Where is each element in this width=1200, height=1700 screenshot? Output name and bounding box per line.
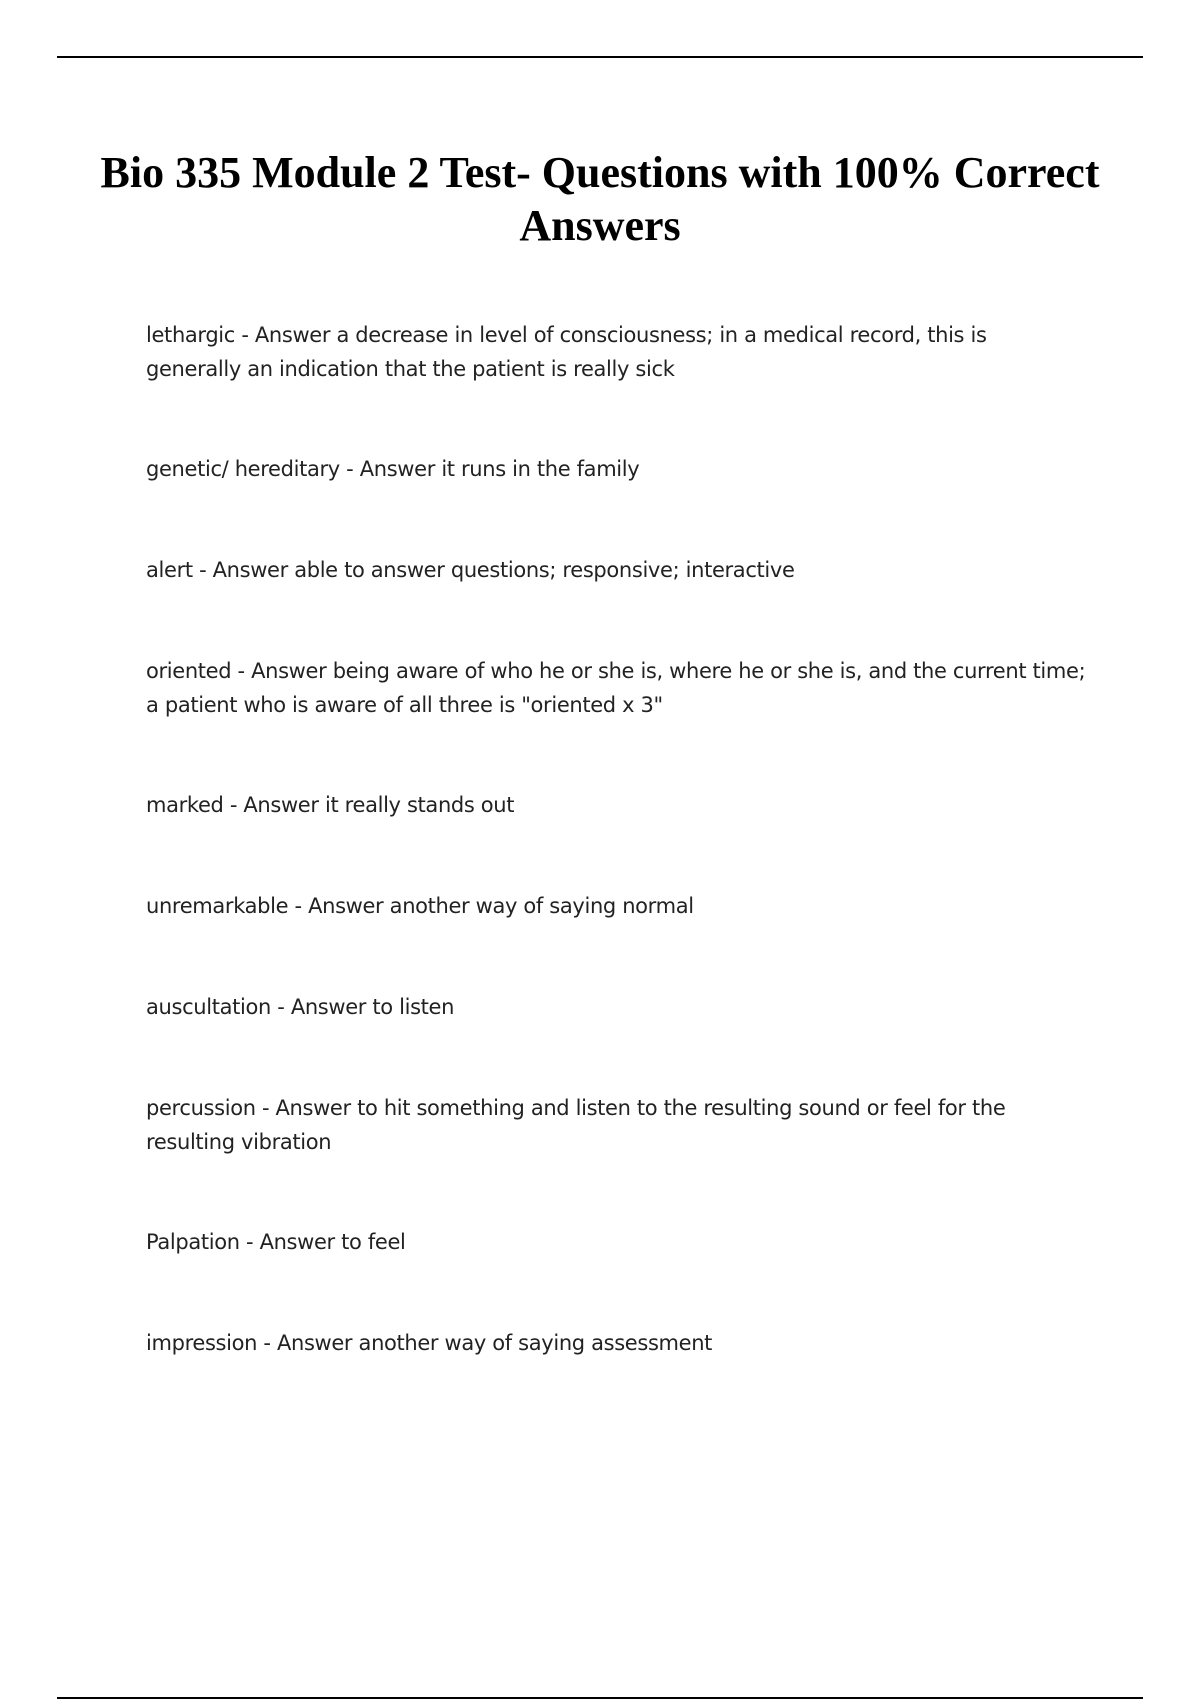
document-title: Bio 335 Module 2 Test- Questions with 100% Correct Answers: [100, 148, 1100, 250]
entry-term: auscultation: [146, 995, 271, 1019]
entry-term: genetic/ hereditary: [146, 457, 340, 481]
qa-entry: [146, 788, 1086, 822]
entry-answer: to listen: [372, 995, 455, 1019]
entry-separator: - Answer: [270, 995, 373, 1019]
qa-entry: [146, 318, 1086, 386]
entry-term: impression: [146, 1331, 258, 1355]
entry-answer: to feel: [341, 1230, 406, 1254]
entry-answer: it really stands out: [324, 793, 515, 817]
qa-entry: [146, 654, 1086, 722]
qa-entry: [146, 1225, 1086, 1259]
entry-separator: - Answer: [257, 1331, 359, 1355]
qa-entry: [146, 553, 1086, 587]
qa-entry: [146, 889, 1086, 923]
entry-answer: another way of saying normal: [389, 894, 694, 918]
top-rule: [57, 56, 1143, 58]
entry-term: oriented: [146, 659, 232, 683]
entry-term: Palpation: [146, 1230, 240, 1254]
entry-answer: able to answer questions; responsive; interactive: [294, 558, 795, 582]
entry-answer: being aware of who he or she is, where he or she is, and the current time; a patient who is aware of all three is "oriented x 3": [146, 659, 1086, 717]
qa-entry: [146, 452, 1086, 486]
entry-answer: to hit something and listen to the resulting sound or feel for the resulting vibration: [146, 1096, 1006, 1154]
entry-answer: a decrease in level of consciousness; in a medical record, this is generally an indication that the patient is really sick: [146, 323, 987, 381]
entry-separator: - Answer: [239, 1230, 342, 1254]
entry-separator: - Answer: [192, 558, 295, 582]
entry-separator: - Answer: [235, 323, 337, 347]
entry-term: percussion: [146, 1096, 256, 1120]
entry-term: marked: [146, 793, 224, 817]
qa-list: [146, 318, 1086, 1427]
entry-separator: - Answer: [231, 659, 333, 683]
entry-answer: it runs in the family: [441, 457, 640, 481]
qa-entry: [146, 1091, 1086, 1159]
entry-term: alert: [146, 558, 193, 582]
qa-entry: [146, 990, 1086, 1024]
qa-entry: [146, 1326, 1086, 1360]
entry-separator: - Answer: [223, 793, 325, 817]
entry-term: unremarkable: [146, 894, 289, 918]
bottom-rule: [57, 1697, 1143, 1699]
entry-separator: - Answer: [255, 1096, 358, 1120]
entry-term: lethargic: [146, 323, 235, 347]
entry-separator: - Answer: [339, 457, 442, 481]
entry-answer: another way of saying assessment: [358, 1331, 713, 1355]
entry-separator: - Answer: [288, 894, 390, 918]
